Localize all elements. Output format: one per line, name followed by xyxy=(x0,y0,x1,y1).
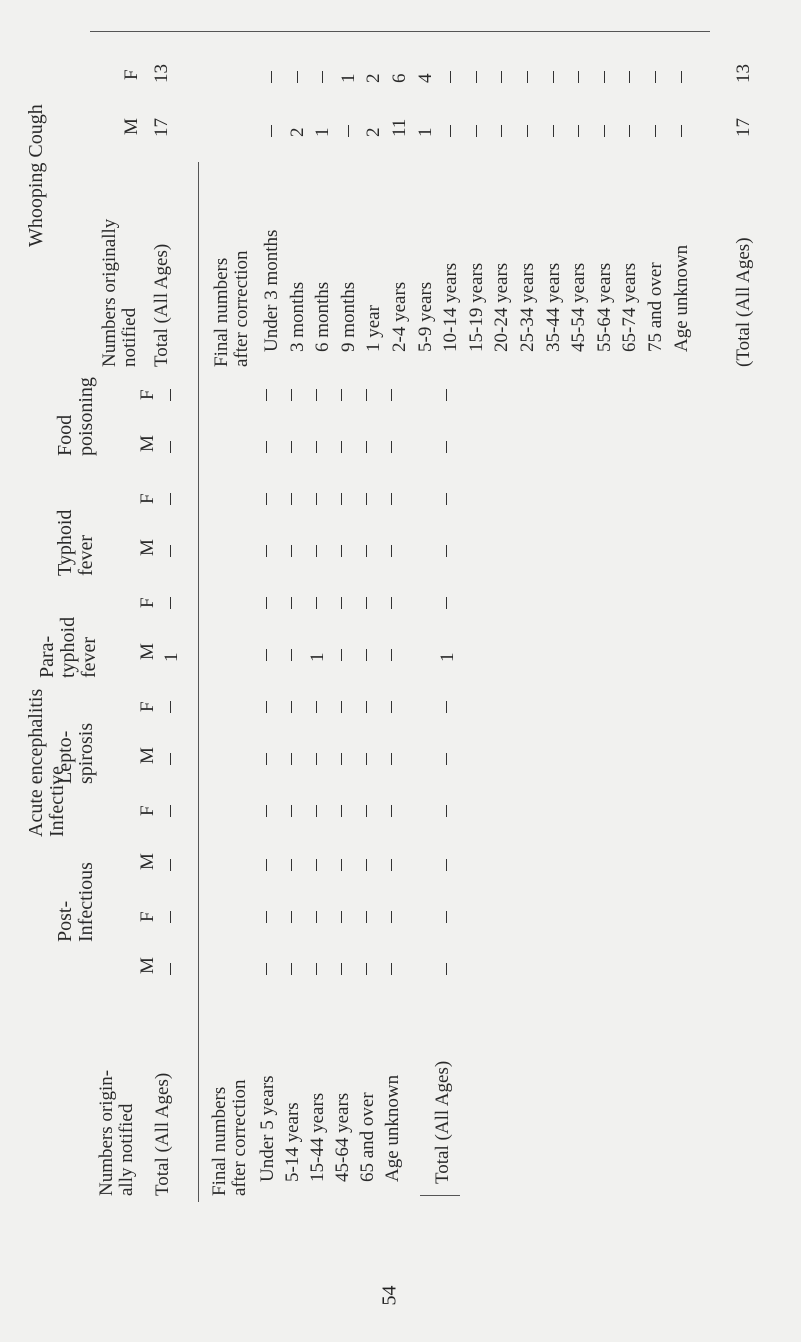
nil-dash xyxy=(391,597,392,609)
wc-age-label: Age unknown xyxy=(671,244,692,352)
group-header-leptospirosis: Lepto- spirosis xyxy=(54,722,97,784)
col-f: F xyxy=(137,597,158,608)
wc-age-label: 20-24 years xyxy=(491,262,512,352)
nil-dash xyxy=(366,963,367,975)
nil-dash xyxy=(446,753,447,765)
nil-dash xyxy=(501,71,502,83)
nil-dash xyxy=(291,597,292,609)
right-edge-rule xyxy=(90,31,710,32)
nil-dash xyxy=(341,545,342,557)
group-header-post-infectious: Post- Infectious xyxy=(54,862,97,942)
nil-dash xyxy=(391,805,392,817)
wc-grand-m: 17 xyxy=(733,118,754,137)
nil-dash xyxy=(297,71,298,83)
wc-age-label: 1 year xyxy=(363,305,384,352)
nil-dash xyxy=(266,911,267,923)
nil-dash xyxy=(578,125,579,137)
nil-dash xyxy=(446,545,447,557)
nil-dash xyxy=(450,71,451,83)
col-m: M xyxy=(137,853,158,870)
wc-age-value: 2 xyxy=(287,127,308,137)
nil-dash xyxy=(366,545,367,557)
nil-dash xyxy=(366,911,367,923)
age-label: 5-14 years xyxy=(282,1102,303,1182)
col-m: M xyxy=(137,435,158,452)
wc-age-label: 65-74 years xyxy=(619,262,640,352)
wc-age-label: Under 3 months xyxy=(261,229,282,352)
nil-dash xyxy=(446,805,447,817)
nil-dash xyxy=(341,753,342,765)
wc-age-label: 5-9 years xyxy=(415,281,436,352)
nil-dash xyxy=(476,71,477,83)
nil-dash xyxy=(170,545,171,557)
nil-dash xyxy=(341,701,342,713)
nil-dash xyxy=(604,125,605,137)
nil-dash xyxy=(291,753,292,765)
nil-dash xyxy=(341,805,342,817)
nil-dash xyxy=(170,597,171,609)
nil-dash xyxy=(266,389,267,401)
col-m: M xyxy=(137,539,158,556)
age-label: 45-64 years xyxy=(332,1092,353,1182)
group-header-typhoid: Typhoid fever xyxy=(54,509,97,576)
nil-dash xyxy=(629,71,630,83)
wc-total-label: Total (All Ages) xyxy=(151,243,172,367)
nil-dash xyxy=(391,545,392,557)
nil-dash xyxy=(341,597,342,609)
wc-age-label: 6 months xyxy=(312,281,333,352)
nil-dash xyxy=(266,649,267,661)
nil-dash xyxy=(316,389,317,401)
nil-dash xyxy=(446,963,447,975)
nil-dash xyxy=(391,441,392,453)
nil-dash xyxy=(527,125,528,137)
nil-dash xyxy=(391,493,392,505)
wc-age-value: 4 xyxy=(415,73,436,83)
nil-dash xyxy=(266,545,267,557)
group-header-paratyphoid: Para- typhoid fever xyxy=(36,616,100,678)
group-header-food-poisoning: Food poisoning xyxy=(54,377,97,456)
wc-final-header: Final numbers after correction xyxy=(211,250,252,367)
wc-age-value: 2 xyxy=(363,127,384,137)
nil-dash xyxy=(476,125,477,137)
nil-dash xyxy=(553,125,554,137)
wc-age-label: 3 months xyxy=(287,281,308,352)
nil-dash xyxy=(446,859,447,871)
nil-dash xyxy=(366,441,367,453)
nil-dash xyxy=(501,125,502,137)
header-separator xyxy=(198,162,199,1202)
nil-dash xyxy=(391,649,392,661)
nil-dash xyxy=(366,389,367,401)
nil-dash xyxy=(366,597,367,609)
wc-age-label: 45-54 years xyxy=(568,262,589,352)
nil-dash xyxy=(341,389,342,401)
nil-dash xyxy=(450,125,451,137)
wc-age-label: 2-4 years xyxy=(389,281,410,352)
nil-dash xyxy=(316,545,317,557)
wc-age-value: 1 xyxy=(338,73,359,83)
nil-dash xyxy=(348,125,349,137)
nil-dash xyxy=(266,441,267,453)
nil-dash xyxy=(391,859,392,871)
nil-dash xyxy=(316,597,317,609)
nil-dash xyxy=(266,805,267,817)
nil-dash xyxy=(291,441,292,453)
nil-dash xyxy=(341,441,342,453)
whooping-cough-title: Whooping Cough xyxy=(25,104,47,247)
wc-col-m: M xyxy=(121,118,142,135)
nil-dash xyxy=(391,753,392,765)
wc-age-label: 15-19 years xyxy=(466,262,487,352)
nil-dash xyxy=(316,493,317,505)
wc-col-f: F xyxy=(121,69,142,80)
nil-dash xyxy=(316,753,317,765)
nil-dash xyxy=(316,963,317,975)
nil-dash xyxy=(681,125,682,137)
age-label: Under 5 years xyxy=(257,1075,278,1182)
nil-dash xyxy=(629,125,630,137)
nil-dash xyxy=(266,753,267,765)
nil-dash xyxy=(170,911,171,923)
wc-age-value: 1 xyxy=(312,127,333,137)
para-grand-m: 1 xyxy=(437,652,458,662)
nil-dash xyxy=(291,389,292,401)
wc-age-value: 6 xyxy=(389,73,410,83)
nil-dash xyxy=(291,493,292,505)
wc-age-value: 1 xyxy=(415,127,436,137)
col-f: F xyxy=(137,805,158,816)
col-f: F xyxy=(137,493,158,504)
nil-dash xyxy=(366,753,367,765)
nil-dash xyxy=(316,911,317,923)
nil-dash xyxy=(266,701,267,713)
nil-dash xyxy=(170,493,171,505)
nil-dash xyxy=(266,597,267,609)
para-total-m: 1 xyxy=(161,652,182,662)
nil-dash xyxy=(446,493,447,505)
grand-total-label: Total (All Ages) xyxy=(432,1060,453,1184)
nil-dash xyxy=(291,649,292,661)
nil-dash xyxy=(446,701,447,713)
nil-dash xyxy=(291,963,292,975)
nil-dash xyxy=(170,701,171,713)
nil-dash xyxy=(391,911,392,923)
group-header-acute-encephalitis: Acute encephalitis Infective xyxy=(25,688,68,837)
wc-age-label: 55-64 years xyxy=(594,262,615,352)
nil-dash xyxy=(322,71,323,83)
nil-dash xyxy=(391,701,392,713)
col-m: M xyxy=(137,957,158,974)
nil-dash xyxy=(291,859,292,871)
nil-dash xyxy=(446,911,447,923)
nil-dash xyxy=(170,805,171,817)
nil-dash xyxy=(655,125,656,137)
nil-dash xyxy=(170,441,171,453)
age-label: Age unknown xyxy=(382,1074,403,1182)
nil-dash xyxy=(316,805,317,817)
row-label-total: Total (All Ages) xyxy=(152,1072,173,1196)
nil-dash xyxy=(341,859,342,871)
nil-dash xyxy=(341,493,342,505)
wc-age-label: 10-14 years xyxy=(440,262,461,352)
nil-dash xyxy=(170,389,171,401)
nil-dash xyxy=(604,71,605,83)
para-1544-m: 1 xyxy=(307,652,328,662)
nil-dash xyxy=(366,859,367,871)
age-label: 15-44 years xyxy=(307,1092,328,1182)
nil-dash xyxy=(553,71,554,83)
nil-dash xyxy=(170,963,171,975)
wc-age-label: 35-44 years xyxy=(543,262,564,352)
nil-dash xyxy=(271,125,272,137)
nil-dash xyxy=(681,71,682,83)
nil-dash xyxy=(271,71,272,83)
wc-total-m: 17 xyxy=(151,118,172,137)
nil-dash xyxy=(366,493,367,505)
nil-dash xyxy=(655,71,656,83)
page-number: 54 xyxy=(378,1285,401,1306)
col-f: F xyxy=(137,701,158,712)
nil-dash xyxy=(291,545,292,557)
nil-dash xyxy=(527,71,528,83)
wc-originally-notified: Numbers originally notified xyxy=(99,218,140,367)
wc-age-label: 25-34 years xyxy=(517,262,538,352)
nil-dash xyxy=(446,597,447,609)
col-m: M xyxy=(137,643,158,660)
wc-age-value: 11 xyxy=(389,118,410,137)
nil-dash xyxy=(266,859,267,871)
row-label-originally-notified: Numbers origin- ally notified xyxy=(96,1069,137,1196)
nil-dash xyxy=(316,859,317,871)
wc-age-label: 75 and over xyxy=(645,262,666,352)
nil-dash xyxy=(316,441,317,453)
nil-dash xyxy=(366,805,367,817)
nil-dash xyxy=(266,963,267,975)
wc-grand-f: 13 xyxy=(733,64,754,83)
nil-dash xyxy=(341,911,342,923)
nil-dash xyxy=(366,649,367,661)
nil-dash xyxy=(170,859,171,871)
wc-age-value: 2 xyxy=(363,73,384,83)
nil-dash xyxy=(266,493,267,505)
nil-dash xyxy=(578,71,579,83)
nil-dash xyxy=(291,911,292,923)
nil-dash xyxy=(341,963,342,975)
nil-dash xyxy=(446,441,447,453)
nil-dash xyxy=(291,805,292,817)
total-separator xyxy=(420,1195,460,1196)
nil-dash xyxy=(391,389,392,401)
wc-grand-total-label: (Total (All Ages) xyxy=(733,237,754,367)
final-numbers-header: Final numbers after correction xyxy=(209,1079,250,1196)
age-label: 65 and over xyxy=(357,1092,378,1182)
col-f: F xyxy=(137,389,158,400)
wc-age-label: 9 months xyxy=(338,281,359,352)
nil-dash xyxy=(341,649,342,661)
col-m: M xyxy=(137,747,158,764)
nil-dash xyxy=(446,389,447,401)
nil-dash xyxy=(291,701,292,713)
nil-dash xyxy=(316,701,317,713)
wc-total-f: 13 xyxy=(151,64,172,83)
nil-dash xyxy=(391,963,392,975)
nil-dash xyxy=(366,701,367,713)
nil-dash xyxy=(170,753,171,765)
col-f: F xyxy=(137,911,158,922)
